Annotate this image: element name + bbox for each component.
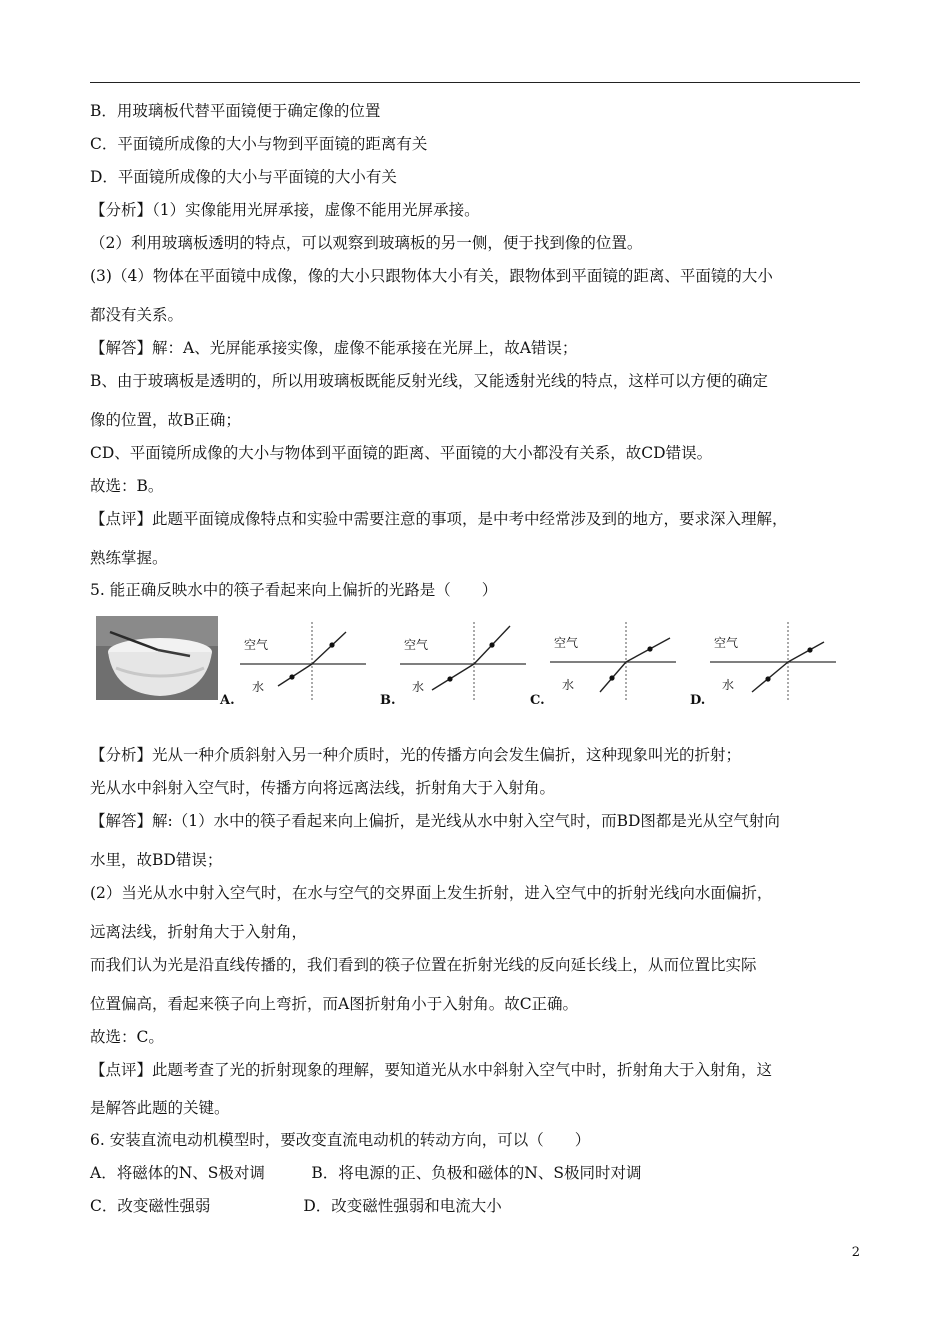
text-line: 故选：B。 [90,477,164,495]
header-rule [90,82,860,83]
text-line: 【点评】此题考查了光的折射现象的理解，要知道光从水中斜射入空气中时，折射角大于入射角，这 [90,1061,773,1079]
air-label: 空气 [404,638,429,652]
air-label: 空气 [554,636,579,650]
page-number: 2 [851,1245,860,1260]
text-line: 都没有关系。 [90,306,184,324]
water-label: 水 [562,678,575,692]
ray-arrow [329,642,334,647]
ray-arrow [765,676,770,681]
text-line: 是解答此题的关键。 [90,1099,230,1117]
text-line: 【分析】光从一种介质斜射入另一种介质时，光的传播方向会发生偏折，这种现象叫光的折射； [90,746,742,764]
text-line: (3)（4）物体在平面镜中成像，像的大小只跟物体大小有关，跟物体到平面镜的距离、平面镜的大小 [90,267,773,285]
text-line: （2）利用玻璃板透明的特点，可以观察到玻璃板的另一侧，便于找到像的位置。 [90,234,643,252]
option-label: C. [530,693,545,708]
text-line: 5. 能正确反映水中的筷子看起来向上偏折的光路是（ ） [90,581,498,599]
option-label: D. [690,693,706,708]
option-label: A. [220,693,235,708]
chopsticks-bowl-photo [96,616,218,700]
text-line: 熟练掌握。 [90,549,168,567]
ray-arrow [447,676,452,681]
text-line: 【点评】此题平面镜成像特点和实验中需要注意的事项，是中考中经常涉及到的地方，要求深入理解， [90,510,788,528]
text-line: 【解答】解:（1）水中的筷子看起来向上偏折，是光线从水中射入空气时，而BD图都是光从空气射向 [90,812,780,830]
refraction-option-b [380,612,530,712]
text-line: 故选：C。 [90,1028,164,1046]
text-line: (2）当光从水中射入空气时，在水与空气的交界面上发生折射，进入空气中的折射光线向水面偏折， [90,884,773,902]
refracted-ray [752,662,788,692]
text-line: 位置偏高，看起来筷子向上弯折，而A图折射角小于入射角。故C正确。 [90,995,579,1013]
question-5-figure [96,612,866,712]
ray-diagram [220,612,370,712]
text-line: 而我们认为光是沿直线传播的，我们看到的筷子位置在折射光线的反向延长线上，从而位置比实际 [90,956,757,974]
ray-diagram [380,612,530,712]
refracted-ray [432,664,474,690]
refraction-option-c [530,612,680,712]
incident-ray [278,664,312,686]
water-label: 水 [252,680,265,694]
text-line: A．将磁体的N、S极对调 B．将电源的正、负极和磁体的N、S极同时对调 [90,1164,642,1182]
ray-arrow [609,675,614,680]
incident-ray [788,642,824,662]
text-line: CD、平面镜所成像的大小与物体到平面镜的距离、平面镜的大小都没有关系，故CD错误。 [90,444,713,462]
water-label: 水 [722,678,735,692]
text-line: C．平面镜所成像的大小与物到平面镜的距离有关 [90,135,428,153]
refraction-option-a [220,612,370,712]
text-line: 【解答】解：A、光屏能承接实像，虚像不能承接在光屏上，故A错误； [90,339,578,357]
ray-arrow [289,674,294,679]
air-label: 空气 [714,636,739,650]
text-line: C．改变磁性强弱 D．改变磁性强弱和电流大小 [90,1197,502,1215]
text-line: 6. 安装直流电动机模型时，要改变直流电动机的转动方向，可以（ ） [90,1131,591,1149]
text-line: B、由于玻璃板是透明的，所以用玻璃板既能反射光线，又能透射光线的特点，这样可以方便的确定 [90,372,768,390]
text-line: 水里，故BD错误； [90,851,223,869]
refracted-ray [312,632,346,664]
text-line: 光从水中斜射入空气时，传播方向将远离法线，折射角大于入射角。 [90,779,556,797]
ray-diagram [530,612,680,712]
text-line: 【分析】（1）实像能用光屏承接，虚像不能用光屏承接。 [90,201,480,219]
ray-arrow [807,647,812,652]
ray-diagram [690,612,840,712]
refraction-option-d [690,612,840,712]
water-label: 水 [412,680,425,694]
text-line: 远离法线，折射角大于入射角， [90,923,308,941]
air-label: 空气 [244,638,269,652]
ray-arrow [489,642,494,647]
option-label: B. [380,693,396,708]
text-line: B．用玻璃板代替平面镜便于确定像的位置 [90,102,381,120]
text-line: 像的位置，故B正确； [90,411,241,429]
text-line: D．平面镜所成像的大小与平面镜的大小有关 [90,168,397,186]
ray-arrow [647,646,652,651]
